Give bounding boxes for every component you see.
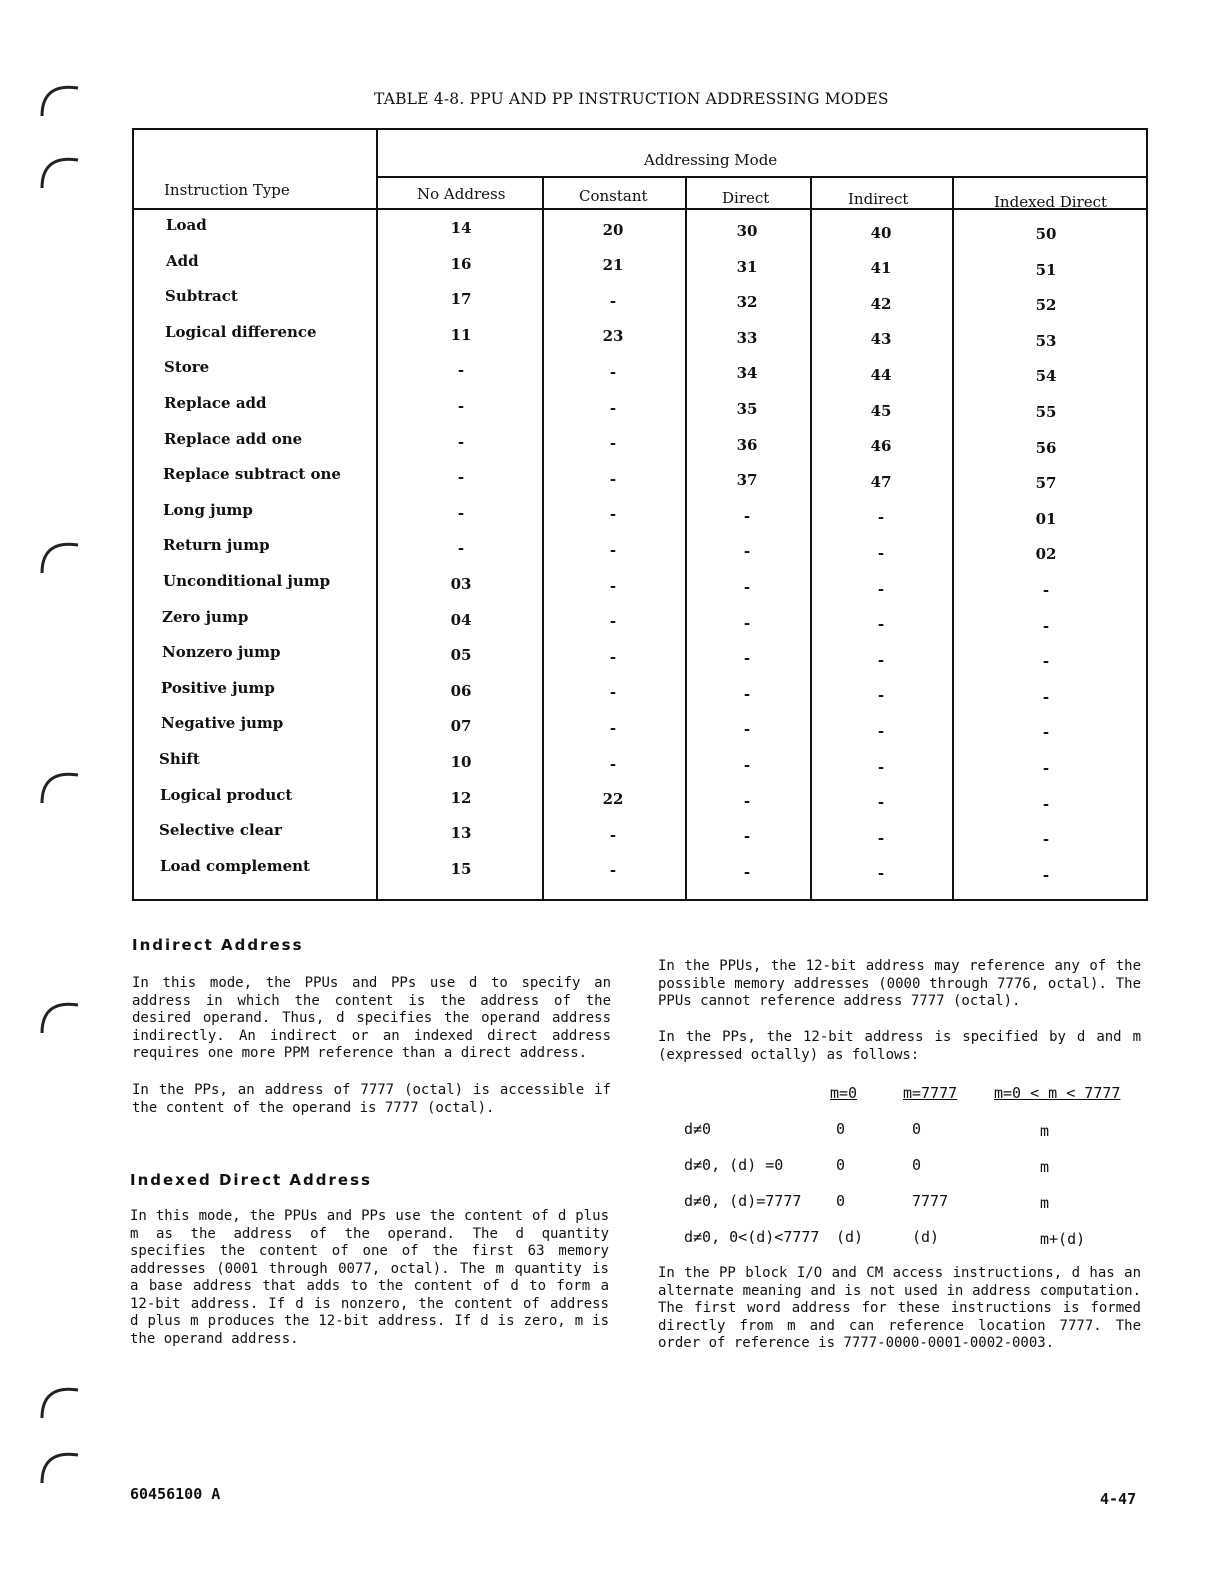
table-cell: - <box>1042 794 1050 813</box>
table-cell: - <box>1042 830 1050 849</box>
table-cell: 46 <box>870 437 892 456</box>
row-label: Positive jump <box>161 678 275 697</box>
table-cell: - <box>743 542 751 561</box>
table-cell: - <box>457 361 465 380</box>
table-cell: 34 <box>736 364 758 383</box>
table-cell: - <box>877 508 885 527</box>
table-cell: - <box>609 398 617 417</box>
table-cell: 31 <box>736 257 758 276</box>
binder-hole-mark <box>38 150 82 190</box>
m-table-cell: m+(d) <box>1040 1230 1086 1248</box>
table-cell: 23 <box>602 327 624 346</box>
table-cell: - <box>877 864 885 883</box>
row-label: Replace add one <box>164 429 303 448</box>
row-label: Shift <box>159 750 200 768</box>
paragraph: In the PPs, an address of 7777 (octal) is accessible if the content of the operand is 7777 (octal). <box>132 1082 611 1116</box>
binder-hole-mark <box>38 535 82 575</box>
table-cell: 05 <box>450 646 472 665</box>
table-cell: 04 <box>450 610 472 629</box>
row-label: Unconditional jump <box>163 572 331 590</box>
table-cell: - <box>609 861 617 880</box>
paragraph: In the PPUs, the 12-bit address may reference any of the possible memory addresses (0000 through 7776, octal). The PPUs cannot reference address 7777 (octal). <box>658 958 1141 1009</box>
m-table-row-label: d≠0, (d)=7777 <box>684 1192 802 1210</box>
table-cell: - <box>457 468 465 487</box>
section-heading-indexed-direct: Indexed Direct Address <box>130 1171 372 1189</box>
column-header: Constant <box>579 187 648 205</box>
table-cell: - <box>877 579 885 598</box>
table-cell: - <box>609 434 617 453</box>
row-label: Zero jump <box>162 607 249 626</box>
table-cell: 01 <box>1035 509 1057 528</box>
binder-hole-mark <box>38 78 82 118</box>
table-cell: - <box>457 503 465 522</box>
table-cell: 02 <box>1035 545 1057 564</box>
table-cell: 07 <box>450 717 472 736</box>
row-label: Nonzero jump <box>162 643 281 662</box>
m-table-cell: m <box>1040 1158 1050 1176</box>
table-cell: 16 <box>450 254 472 273</box>
table-cell: - <box>609 291 617 310</box>
table-cell: - <box>457 539 465 558</box>
table-title: TABLE 4-8. PPU AND PP INSTRUCTION ADDRESSING MODES <box>374 90 889 108</box>
m-table-cell: 0 <box>912 1120 922 1138</box>
m-table-header: m=0 < m < 7777 <box>994 1084 1121 1102</box>
row-label: Selective clear <box>159 821 282 840</box>
row-label: Load <box>166 216 207 234</box>
table-cell: 37 <box>736 471 758 490</box>
table-cell: - <box>1042 687 1050 706</box>
table-cell: 32 <box>736 293 758 312</box>
row-label: Load complement <box>160 856 310 875</box>
page-number: 4-47 <box>1100 1490 1137 1508</box>
table-cell: - <box>1042 723 1050 742</box>
table-cell: - <box>609 612 617 631</box>
m-table-cell: 7777 <box>912 1192 949 1210</box>
column-header: Indirect <box>848 190 909 208</box>
table-cell: - <box>457 432 465 451</box>
table-cell: - <box>877 650 885 669</box>
section-heading-indirect: Indirect Address <box>132 936 304 954</box>
m-table-cell: m <box>1040 1194 1050 1212</box>
m-table-cell: (d) <box>912 1228 940 1246</box>
m-table-row-label: d≠0, 0<(d)<7777 <box>684 1228 820 1246</box>
table-cell: 41 <box>870 259 892 278</box>
table-cell: - <box>743 684 751 703</box>
table-cell: - <box>877 543 885 562</box>
table-cell: 42 <box>870 294 892 313</box>
table-cell: - <box>743 827 751 846</box>
table-cell: - <box>1042 652 1050 671</box>
table-cell: 10 <box>450 753 472 771</box>
table-cell: 57 <box>1035 474 1057 493</box>
table-cell: - <box>1042 759 1050 777</box>
row-label: Replace subtract one <box>163 465 341 484</box>
column-header: Direct <box>722 189 770 207</box>
table-cell: - <box>609 469 617 488</box>
row-label: Return jump <box>163 536 270 555</box>
table-cell: 53 <box>1035 331 1057 350</box>
table-cell: - <box>743 613 751 632</box>
paragraph: In this mode, the PPUs and PPs use d to specify an address in which the content is the address of the desired operand. Thus, d specifies the operand address indirectly. An indirect or an indexed direct address requires one more PPM reference than a direct address. <box>132 975 611 1061</box>
table-cell: - <box>609 576 617 595</box>
table-cell: - <box>743 756 751 774</box>
table-cell: - <box>743 578 751 596</box>
binder-hole-mark <box>38 1445 82 1485</box>
table-cell: 35 <box>736 400 758 418</box>
table-cell: 52 <box>1035 296 1057 315</box>
table-cell: - <box>743 506 751 525</box>
table-cell: 33 <box>736 328 758 347</box>
paragraph: In the PPs, the 12-bit address is specified by d and m (expressed octally) as follows: <box>658 1029 1141 1063</box>
table-cell: 03 <box>450 575 472 593</box>
row-label: Replace add <box>164 394 267 412</box>
m-table-header: m=7777 <box>903 1084 958 1102</box>
binder-hole-mark <box>38 1380 82 1420</box>
m-table-cell: m <box>1040 1122 1050 1140</box>
table-cell: 15 <box>450 859 472 878</box>
row-header: Instruction Type <box>164 181 290 199</box>
table-cell: 12 <box>450 788 472 807</box>
document-number: 60456100 A <box>130 1485 221 1503</box>
table-cell: - <box>877 615 885 634</box>
row-label: Subtract <box>165 287 238 306</box>
table-cell: - <box>609 540 617 559</box>
table-cell: - <box>1042 616 1050 635</box>
row-label: Logical product <box>160 785 293 804</box>
table-cell: - <box>877 721 885 740</box>
row-label: Long jump <box>163 500 253 519</box>
table-cell: 54 <box>1035 367 1057 386</box>
table-cell: - <box>877 828 885 847</box>
table-cell: 20 <box>602 220 624 239</box>
table-cell: 21 <box>602 256 624 275</box>
row-label: Add <box>166 251 199 270</box>
row-label: Logical difference <box>165 322 317 341</box>
binder-hole-mark <box>38 765 82 805</box>
addressing-modes-table <box>132 128 1148 901</box>
binder-hole-mark <box>38 995 82 1035</box>
table-cell: - <box>877 686 885 705</box>
m-table-row-label: d≠0, (d) =0 <box>684 1156 784 1174</box>
table-cell: 43 <box>870 330 892 349</box>
table-cell: 22 <box>602 790 624 809</box>
table-cell: 44 <box>870 365 892 384</box>
row-label: Negative jump <box>161 714 284 733</box>
table-cell: 13 <box>450 824 472 843</box>
table-cell: 11 <box>450 325 472 344</box>
table-cell: - <box>877 757 885 776</box>
table-cell: 51 <box>1035 260 1057 279</box>
table-cell: - <box>877 793 885 812</box>
column-header: Indexed Direct <box>994 193 1108 211</box>
table-cell: - <box>743 720 751 739</box>
table-cell: - <box>743 649 751 668</box>
table-cell: 17 <box>450 290 472 309</box>
paragraph: In this mode, the PPUs and PPs use the content of d plus m as the address of the operand. The d quantity specifies the content of one of the first 63 memory addresses (0001 through 0077, octal). The m quantity is a base address that adds to the content of d to form a 12-bit address. If d is nonzero, the content of address d plus m produces the 12-bit address. If d is zero, m is the operand address. <box>130 1208 609 1347</box>
table-cell: 47 <box>870 472 892 491</box>
group-header: Addressing Mode <box>644 151 778 169</box>
table-cell: 30 <box>736 222 758 240</box>
column-header: No Address <box>417 185 506 203</box>
table-cell: - <box>743 791 751 810</box>
table-cell: - <box>609 754 617 773</box>
table-cell: 55 <box>1035 403 1057 421</box>
table-cell: - <box>609 683 617 702</box>
m-table-row-label: d≠0 <box>684 1120 712 1138</box>
table-cell: - <box>609 647 617 666</box>
table-cell: - <box>457 397 465 415</box>
table-cell: 56 <box>1035 438 1057 457</box>
table-cell: - <box>609 362 617 381</box>
table-cell: 14 <box>450 219 472 237</box>
m-table-cell: 0 <box>836 1156 846 1174</box>
paragraph: In the PP block I/O and CM access instructions, d has an alternate meaning and is not used in address computation. The first word address for these instructions is formed directly from m and can reference location 7777. The order of reference is 7777-0000-0001-0002-0003. <box>658 1265 1141 1351</box>
table-cell: - <box>743 862 751 881</box>
table-cell: - <box>609 825 617 844</box>
m-table-cell: (d) <box>836 1228 864 1246</box>
m-table-header: m=0 <box>830 1084 858 1102</box>
table-cell: - <box>1042 581 1050 599</box>
table-cell: 50 <box>1035 225 1057 243</box>
table-cell: - <box>609 505 617 524</box>
row-label: Store <box>164 358 210 377</box>
m-table-cell: 0 <box>912 1156 922 1174</box>
table-cell: 06 <box>450 681 472 700</box>
table-cell: - <box>609 718 617 737</box>
table-cell: - <box>1042 865 1050 884</box>
m-table-cell: 0 <box>836 1192 846 1210</box>
m-table-cell: 0 <box>836 1120 846 1138</box>
table-cell: 45 <box>870 401 892 420</box>
table-cell: 36 <box>736 435 758 454</box>
table-cell: 40 <box>870 223 892 242</box>
